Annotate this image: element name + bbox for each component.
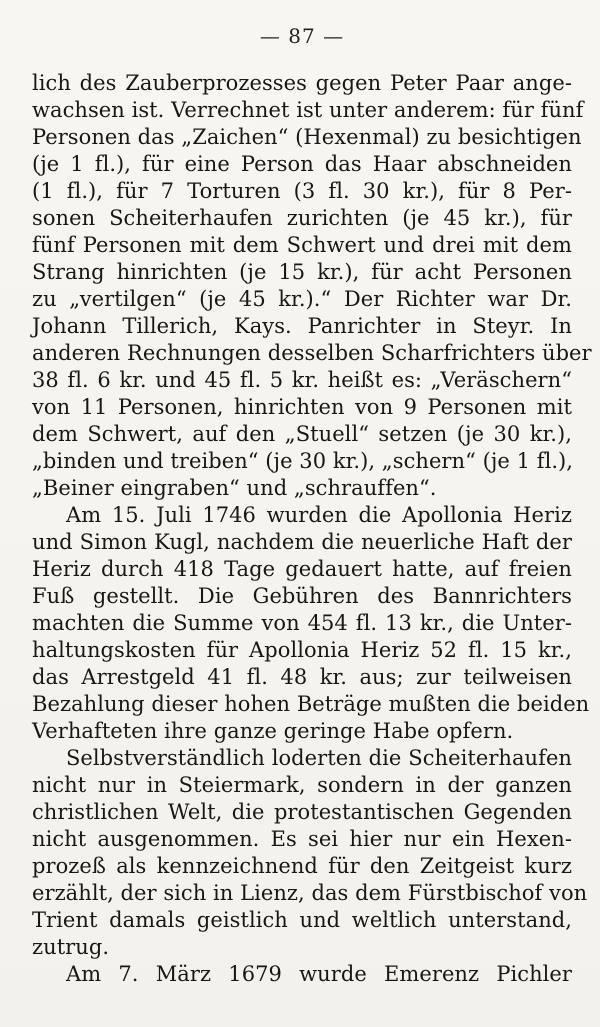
text-line: anderen Rechnungen desselben Scharfrichters über xyxy=(32,341,592,365)
text-line: und Simon Kugl, nachdem die neuerliche Haft der xyxy=(32,530,572,554)
text-line: Verhafteten ihre ganze geringe Habe opfern. xyxy=(32,719,514,743)
text-line: zutrug. xyxy=(32,935,110,959)
text-line: Am 7. März 1679 wurde Emerenz Pichler xyxy=(66,962,572,986)
text-line: von 11 Personen, hinrichten von 9 Personen mit xyxy=(32,395,572,419)
text-line: Am 15. Juli 1746 wurden die Apollonia Heriz xyxy=(66,503,572,527)
text-line: zu „vertilgen“ (je 45 kr.).“ Der Richter war Dr. xyxy=(32,287,572,311)
text-line: Fuß gestellt. Die Gebühren des Bannrichters xyxy=(32,584,572,608)
text-line: Heriz durch 418 Tage gedauert hatte, auf freien xyxy=(32,557,572,581)
text-line: nicht nur in Steiermark, sondern in der ganzen xyxy=(32,773,572,797)
text-line: fünf Personen mit dem Schwert und drei mit dem xyxy=(32,233,572,257)
text-line: machten die Summe von 454 fl. 13 kr., die Unter- xyxy=(32,611,572,635)
text-line: wachsen ist. Verrechnet ist unter anderem: für fünf xyxy=(32,98,584,122)
text-line: Johann Tillerich, Kays. Panrichter in Steyr. In xyxy=(32,314,572,338)
text-line: Personen das „Zaichen“ (Hexenmal) zu besichtigen xyxy=(32,125,582,149)
text-line: lich des Zauberprozesses gegen Peter Paar ange- xyxy=(32,71,572,95)
text-line: nicht ausgenommen. Es sei hier nur ein Hexen- xyxy=(32,827,572,851)
text-line: christlichen Welt, die protestantischen Gegenden xyxy=(32,800,572,824)
text-line: Trient damals geistlich und weltlich unterstand, xyxy=(32,908,572,932)
text-line: haltungskosten für Apollonia Heriz 52 fl. 15 kr., xyxy=(32,638,572,662)
text-line: (1 fl.), für 7 Torturen (3 fl. 30 kr.), für 8 Per- xyxy=(32,179,572,203)
text-line: erzählt, der sich in Lienz, das dem Fürstbischof von xyxy=(32,881,588,905)
text-line: (je 1 fl.), für eine Person das Haar abschneiden xyxy=(32,152,572,176)
text-line: „binden und treiben“ (je 30 kr.), „schern“ (je 1 fl.), xyxy=(32,449,574,473)
page-number: — 87 — xyxy=(259,24,345,48)
text-line: Bezahlung dieser hohen Beträge mußten die beiden xyxy=(32,692,590,716)
text-line: prozeß als kennzeichnend für den Zeitgeist kurz xyxy=(32,854,572,878)
text-line: das Arrestgeld 41 fl. 48 kr. aus; zur teilweisen xyxy=(32,665,572,689)
body-text xyxy=(32,70,592,988)
text-line: 38 fl. 6 kr. und 45 fl. 5 kr. heißt es: „Veräschern“ xyxy=(32,368,572,392)
text-line: Strang hinrichten (je 15 kr.), für acht Personen xyxy=(32,260,572,284)
text-line: dem Schwert, auf den „Stuell“ setzen (je 30 kr.), xyxy=(32,422,572,446)
text-line: sonen Scheiterhaufen zurichten (je 45 kr.), für xyxy=(32,206,572,230)
text-line: „Beiner eingraben“ und „schrauffen“. xyxy=(32,476,437,500)
text-line: Selbstverständlich loderten die Scheiterhaufen xyxy=(66,746,572,770)
